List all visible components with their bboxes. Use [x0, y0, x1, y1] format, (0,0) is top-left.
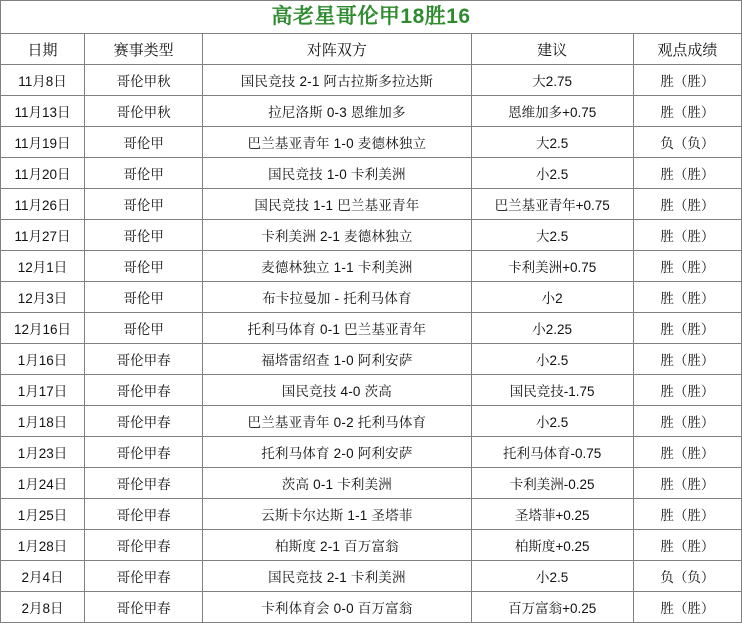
column-header-result: 观点成绩 — [633, 34, 741, 65]
table-row — [1, 406, 742, 437]
cell-advice: 恩维加多+0.75 — [471, 96, 633, 127]
cell-league: 哥伦甲 — [85, 220, 203, 251]
status-badge: 胜（胜） — [633, 468, 741, 499]
cell-match: 国民竞技 1-0 卡利美洲 — [203, 158, 471, 189]
cell-date: 2月4日 — [1, 561, 85, 592]
column-header-advice: 建议 — [471, 34, 633, 65]
cell-advice: 巴兰基亚青年+0.75 — [471, 189, 633, 220]
status-badge: 胜（胜） — [633, 282, 741, 313]
cell-date: 12月1日 — [1, 251, 85, 282]
status-badge: 胜（胜） — [633, 530, 741, 561]
cell-advice: 柏斯度+0.25 — [471, 530, 633, 561]
cell-league: 哥伦甲秋 — [85, 96, 203, 127]
cell-advice: 卡利美洲+0.75 — [471, 251, 633, 282]
cell-league: 哥伦甲春 — [85, 592, 203, 623]
table-row — [1, 375, 742, 406]
cell-match: 卡利体育会 0-0 百万富翁 — [203, 592, 471, 623]
cell-match: 麦德林独立 1-1 卡利美洲 — [203, 251, 471, 282]
cell-advice: 大2.5 — [471, 127, 633, 158]
status-badge: 胜（胜） — [633, 220, 741, 251]
cell-league: 哥伦甲 — [85, 158, 203, 189]
table-row — [1, 313, 742, 344]
cell-match: 国民竞技 4-0 茨高 — [203, 375, 471, 406]
cell-match: 国民竞技 1-1 巴兰基亚青年 — [203, 189, 471, 220]
cell-date: 1月28日 — [1, 530, 85, 561]
cell-date: 12月16日 — [1, 313, 85, 344]
cell-date: 1月23日 — [1, 437, 85, 468]
cell-league: 哥伦甲春 — [85, 499, 203, 530]
cell-league: 哥伦甲 — [85, 189, 203, 220]
status-badge: 胜（胜） — [633, 406, 741, 437]
status-badge: 胜（胜） — [633, 96, 741, 127]
column-header-date: 日期 — [1, 34, 85, 65]
cell-advice: 国民竞技-1.75 — [471, 375, 633, 406]
cell-league: 哥伦甲春 — [85, 468, 203, 499]
table-row — [1, 158, 742, 189]
status-badge: 负（负） — [633, 127, 741, 158]
cell-league: 哥伦甲春 — [85, 530, 203, 561]
table-row — [1, 592, 742, 623]
table-row — [1, 561, 742, 592]
table-row — [1, 127, 742, 158]
status-badge: 负（负） — [633, 561, 741, 592]
cell-date: 2月8日 — [1, 592, 85, 623]
cell-match: 巴兰基亚青年 0-2 托利马体育 — [203, 406, 471, 437]
table-row — [1, 189, 742, 220]
status-badge: 胜（胜） — [633, 189, 741, 220]
cell-league: 哥伦甲秋 — [85, 65, 203, 96]
cell-date: 1月25日 — [1, 499, 85, 530]
table-row — [1, 220, 742, 251]
cell-date: 11月20日 — [1, 158, 85, 189]
cell-match: 布卡拉曼加 - 托利马体育 — [203, 282, 471, 313]
cell-date: 12月3日 — [1, 282, 85, 313]
cell-match: 托利马体育 0-1 巴兰基亚青年 — [203, 313, 471, 344]
cell-league: 哥伦甲 — [85, 127, 203, 158]
cell-match: 福塔雷绍查 1-0 阿利安萨 — [203, 344, 471, 375]
cell-advice: 百万富翁+0.25 — [471, 592, 633, 623]
cell-advice: 卡利美洲-0.25 — [471, 468, 633, 499]
cell-date: 11月19日 — [1, 127, 85, 158]
cell-match: 茨高 0-1 卡利美洲 — [203, 468, 471, 499]
cell-match: 拉尼洛斯 0-3 恩维加多 — [203, 96, 471, 127]
cell-date: 1月18日 — [1, 406, 85, 437]
cell-league: 哥伦甲 — [85, 313, 203, 344]
status-badge: 胜（胜） — [633, 592, 741, 623]
status-badge: 胜（胜） — [633, 65, 741, 96]
status-badge: 胜（胜） — [633, 375, 741, 406]
cell-advice: 圣塔菲+0.25 — [471, 499, 633, 530]
cell-advice: 托利马体育-0.75 — [471, 437, 633, 468]
table-header-row — [1, 34, 742, 65]
column-header-league: 赛事类型 — [85, 34, 203, 65]
table-row — [1, 530, 742, 561]
table-row — [1, 65, 742, 96]
cell-match: 柏斯度 2-1 百万富翁 — [203, 530, 471, 561]
cell-date: 11月27日 — [1, 220, 85, 251]
cell-advice: 大2.5 — [471, 220, 633, 251]
table-row — [1, 282, 742, 313]
cell-advice: 小2 — [471, 282, 633, 313]
table-title-row — [1, 1, 742, 34]
cell-date: 11月26日 — [1, 189, 85, 220]
cell-date: 1月17日 — [1, 375, 85, 406]
status-badge: 胜（胜） — [633, 499, 741, 530]
status-badge: 胜（胜） — [633, 313, 741, 344]
cell-league: 哥伦甲春 — [85, 344, 203, 375]
cell-advice: 小2.5 — [471, 158, 633, 189]
status-badge: 胜（胜） — [633, 437, 741, 468]
cell-match: 卡利美洲 2-1 麦德林独立 — [203, 220, 471, 251]
cell-advice: 小2.5 — [471, 406, 633, 437]
cell-match: 巴兰基亚青年 1-0 麦德林独立 — [203, 127, 471, 158]
table-row — [1, 468, 742, 499]
status-badge: 胜（胜） — [633, 158, 741, 189]
status-badge: 胜（胜） — [633, 251, 741, 282]
cell-advice: 小2.5 — [471, 561, 633, 592]
cell-date: 11月8日 — [1, 65, 85, 96]
cell-league: 哥伦甲春 — [85, 375, 203, 406]
cell-match: 国民竞技 2-1 阿古拉斯多拉达斯 — [203, 65, 471, 96]
cell-date: 1月24日 — [1, 468, 85, 499]
cell-league: 哥伦甲春 — [85, 437, 203, 468]
cell-date: 1月16日 — [1, 344, 85, 375]
table-row — [1, 251, 742, 282]
cell-advice: 大2.75 — [471, 65, 633, 96]
column-header-match: 对阵双方 — [203, 34, 471, 65]
cell-match: 国民竞技 2-1 卡利美洲 — [203, 561, 471, 592]
table-row — [1, 344, 742, 375]
page-title: 高老星哥伦甲18胜16 — [271, 5, 471, 28]
cell-date: 11月13日 — [1, 96, 85, 127]
table-title-cell — [1, 1, 742, 34]
cell-league: 哥伦甲 — [85, 251, 203, 282]
cell-league: 哥伦甲春 — [85, 561, 203, 592]
cell-league: 哥伦甲 — [85, 282, 203, 313]
status-badge: 胜（胜） — [633, 344, 741, 375]
table-row — [1, 499, 742, 530]
cell-advice: 小2.25 — [471, 313, 633, 344]
cell-advice: 小2.5 — [471, 344, 633, 375]
table-row — [1, 96, 742, 127]
cell-match: 云斯卡尔达斯 1-1 圣塔菲 — [203, 499, 471, 530]
cell-match: 托利马体育 2-0 阿利安萨 — [203, 437, 471, 468]
table-row — [1, 437, 742, 468]
cell-league: 哥伦甲春 — [85, 406, 203, 437]
